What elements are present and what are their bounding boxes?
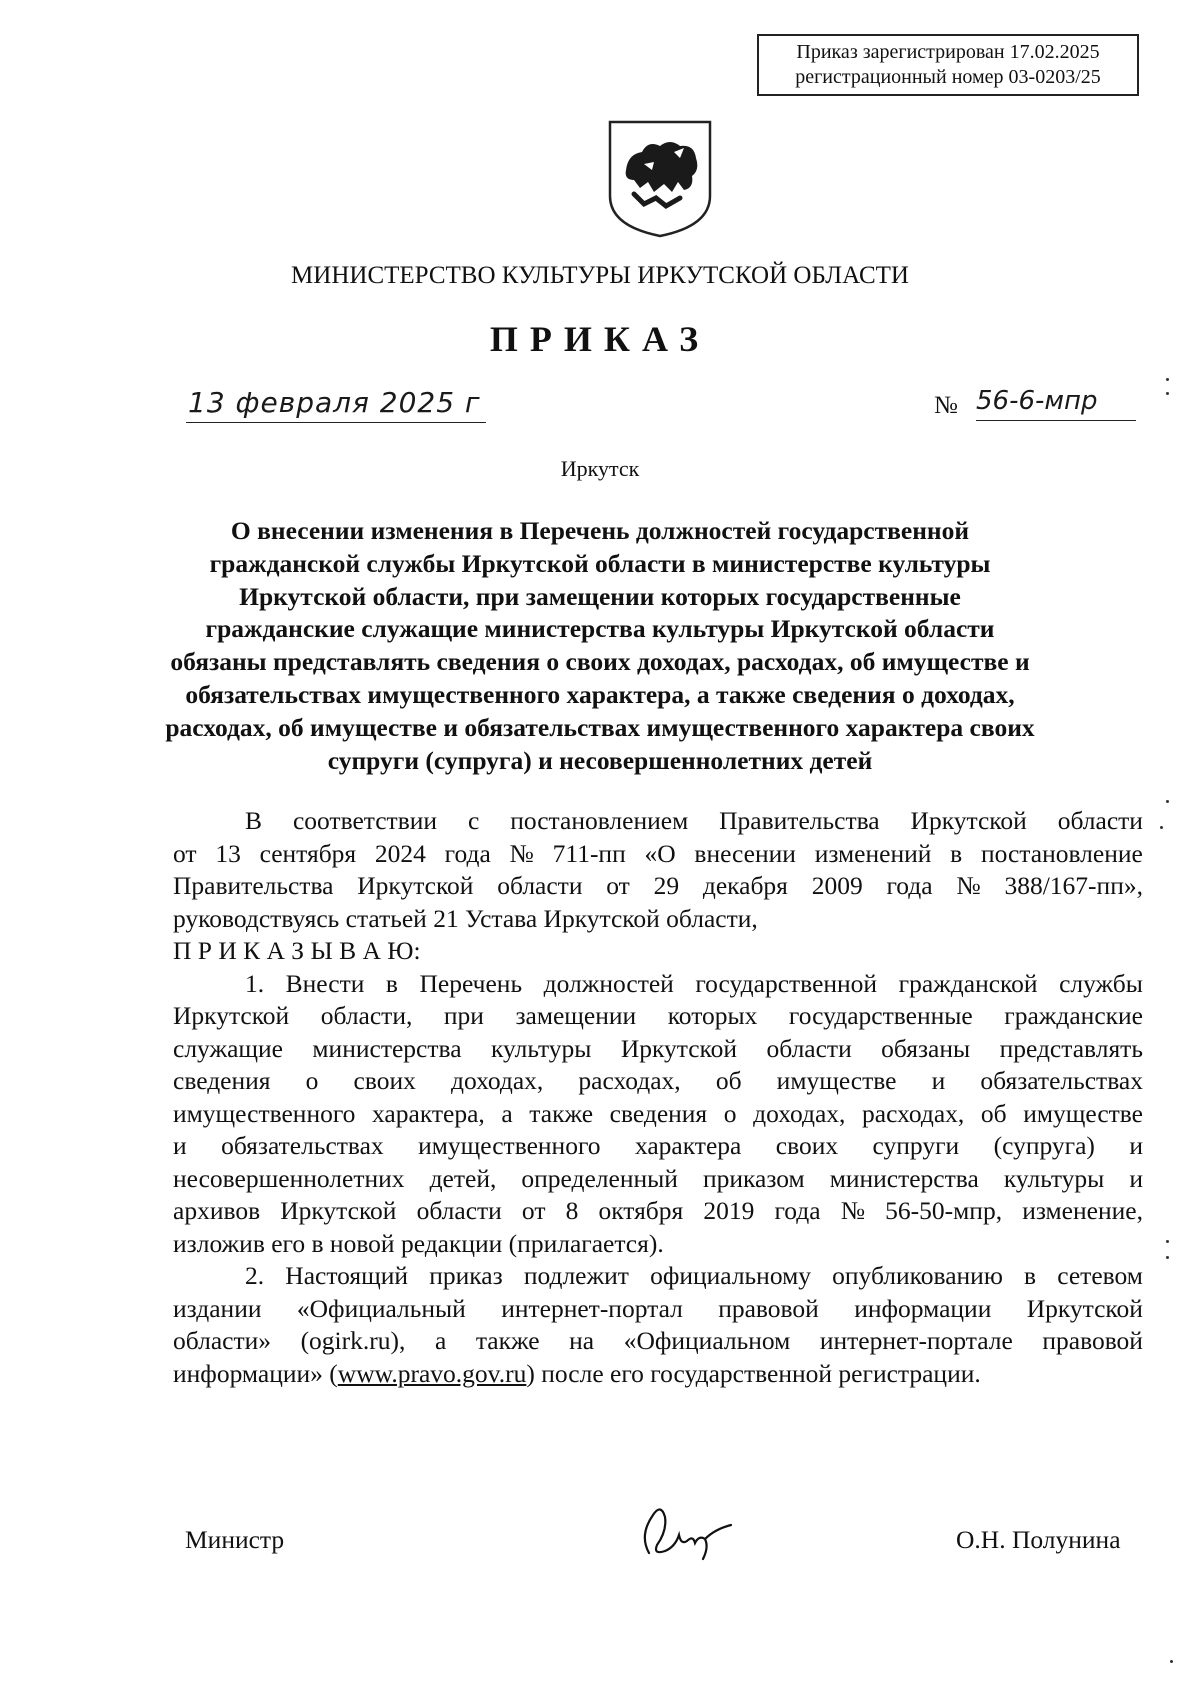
word: «О — [644, 838, 676, 868]
word: характера, — [372, 1098, 485, 1128]
word: и — [173, 1131, 187, 1160]
word: в — [950, 838, 963, 868]
coat-of-arms-emblem — [604, 118, 716, 240]
word: а — [501, 1098, 513, 1128]
word: гражданские — [1004, 1001, 1143, 1030]
word: несовершеннолетних — [173, 1163, 405, 1193]
word: а — [434, 1326, 447, 1355]
word: постановление — [980, 838, 1143, 868]
word: подлежит — [523, 1261, 629, 1290]
item-2-line — [173, 1325, 1143, 1358]
word: также — [475, 1326, 540, 1355]
word: сведения — [609, 1098, 708, 1128]
signatory-role: Министр — [185, 1525, 285, 1554]
preamble-line — [173, 805, 1143, 838]
word: В — [245, 806, 263, 835]
date-underline — [186, 422, 486, 423]
word: официальному — [650, 1261, 811, 1290]
word: государственные — [788, 1001, 973, 1030]
word: области» — [173, 1326, 271, 1355]
word: Иркутской — [357, 871, 474, 900]
word: Правительства — [719, 806, 880, 835]
word: от — [606, 871, 630, 900]
word: имущественного — [173, 1098, 356, 1128]
title-line: расходах, об имуществе и обязательствах имущественного характера своих — [165, 712, 1035, 742]
word: декабря — [702, 871, 788, 900]
item-2-line — [173, 1293, 1143, 1326]
word: правовой — [718, 1293, 819, 1323]
word: интернет-портале — [819, 1326, 1013, 1355]
registration-line-1: Приказ зарегистрирован 17.02.2025 — [796, 41, 1100, 63]
word: области — [766, 1033, 852, 1063]
item-1-line — [173, 1000, 1143, 1033]
word: области, — [320, 1001, 413, 1030]
word: 8 — [565, 1196, 579, 1225]
word: государственной — [695, 968, 878, 998]
word: Иркутской — [1026, 1293, 1143, 1323]
word: с — [467, 806, 480, 835]
handwritten-signature — [635, 1495, 745, 1565]
word: 2024 — [374, 838, 426, 868]
number-underline — [976, 420, 1136, 421]
title-line: обязательствах имущественного характера, а также сведения о доходах, — [185, 679, 1015, 709]
title-line: гражданской службы Иркутской области в министерстве культуры — [209, 548, 991, 578]
word: года — [774, 1196, 821, 1225]
word: «Официальный — [296, 1293, 466, 1323]
word: культуры — [490, 1033, 592, 1063]
word: Иркутской — [620, 1033, 738, 1063]
word: приказом — [702, 1163, 805, 1193]
word: министерства — [312, 1033, 462, 1063]
word: (супруга) — [993, 1131, 1095, 1160]
registration-stamp — [757, 34, 1139, 96]
item-1-line — [173, 1163, 1143, 1196]
word: (ogirk.ru), — [300, 1326, 406, 1355]
word: обязательствах — [221, 1131, 384, 1160]
word: о — [305, 1066, 319, 1095]
word: изменений — [814, 838, 932, 868]
word: имущественного — [418, 1131, 601, 1160]
word: соответствии — [292, 806, 438, 835]
word: имуществе — [776, 1066, 897, 1095]
word: № — [956, 871, 981, 900]
word: приказ — [429, 1261, 503, 1290]
word: доходах, — [450, 1066, 544, 1095]
word: 2. — [245, 1261, 265, 1290]
word: службы — [1059, 968, 1143, 998]
word: Иркутской — [173, 1001, 290, 1030]
word: своих — [775, 1131, 839, 1160]
word: постановлением — [510, 806, 689, 835]
word: и — [931, 1066, 946, 1095]
handwritten-number: 56-6-мпр — [976, 386, 1098, 416]
word: служащие — [173, 1033, 283, 1063]
registration-line-2: регистрационный номер 03-0203/25 — [795, 66, 1101, 88]
word: архивов — [173, 1196, 261, 1225]
word: Настоящий — [285, 1261, 409, 1290]
title-line: Иркутской области, при замещении которых государственные — [239, 581, 961, 611]
word: опубликованию — [832, 1261, 1003, 1290]
word: в — [385, 968, 398, 998]
handwritten-date: 13 февраля 2025 г — [188, 386, 481, 419]
word: доходах, — [753, 1098, 846, 1128]
word: 29 — [653, 871, 680, 900]
word: своих — [353, 1066, 416, 1095]
word: гражданской — [898, 968, 1038, 998]
word: обязательствах — [980, 1066, 1143, 1095]
item-1-line — [173, 1130, 1143, 1163]
item-1-line — [173, 1195, 1143, 1228]
item-1-line — [173, 968, 1143, 1001]
item-2-text: ) после его государственной регистрации. — [526, 1358, 981, 1388]
item-1-line — [173, 1098, 1143, 1131]
word: «Официальном — [623, 1326, 791, 1355]
scan-speck — [1166, 1256, 1169, 1259]
word: об — [980, 1098, 1007, 1128]
item-1-line — [173, 1033, 1143, 1066]
order-body — [173, 805, 1143, 1390]
word: области — [1057, 806, 1143, 835]
word: информации — [854, 1293, 992, 1323]
pravo-gov-link[interactable]: www.pravo.gov.ru — [337, 1358, 527, 1388]
word: и — [1129, 1163, 1143, 1193]
document-type-heading: ПРИКАЗ — [489, 319, 711, 359]
word: 388/167-пп», — [1004, 871, 1143, 900]
scan-speck — [1166, 1240, 1169, 1243]
order-title — [160, 515, 1040, 777]
word: представлять — [999, 1033, 1143, 1063]
word: от — [173, 838, 197, 868]
word: детей, — [429, 1163, 497, 1193]
word: имуществе — [1023, 1098, 1143, 1128]
scan-speck — [1166, 378, 1169, 381]
word: о — [723, 1098, 737, 1128]
title-line: обязаны представлять сведения о своих доходах, расходах, об имуществе и — [170, 647, 1030, 677]
title-line: О внесении изменения в Перечень должностей государственной — [230, 516, 970, 545]
word: супруги — [872, 1131, 960, 1160]
word: в — [1024, 1261, 1037, 1290]
word: на — [569, 1326, 595, 1355]
word: Внести — [285, 968, 365, 998]
word: 2009 — [811, 871, 863, 900]
word: 56-50-мпр, — [885, 1196, 1003, 1225]
title-line: гражданские служащие министерства культуры Иркутской области — [205, 614, 995, 644]
word: интернет-портал — [501, 1293, 683, 1323]
title-line: супруги (супруга) и несовершеннолетних детей — [327, 745, 873, 775]
word: 711-пп — [552, 838, 626, 868]
word: министерства — [829, 1163, 979, 1193]
word: при — [443, 1001, 484, 1030]
word: также — [529, 1098, 594, 1128]
word: определенный — [521, 1163, 678, 1193]
word: Правительства — [173, 871, 334, 900]
scan-speck — [1166, 800, 1169, 803]
word: правовой — [1042, 1326, 1143, 1355]
word: Перечень — [419, 968, 523, 998]
word: культуры — [1003, 1163, 1105, 1193]
scan-speck — [1160, 826, 1163, 829]
word: 1. — [245, 968, 265, 998]
word: № — [840, 1196, 866, 1225]
signatory-name: О.Н. Полунина — [956, 1525, 1121, 1554]
number-label: № — [934, 392, 958, 419]
word: об — [715, 1066, 742, 1095]
word: обязаны — [881, 1033, 971, 1063]
ministry-name: МИНИСТЕРСТВО КУЛЬТУРЫ ИРКУТСКОЙ ОБЛАСТИ — [291, 262, 909, 289]
word: года — [886, 871, 933, 900]
word: внесении — [694, 838, 796, 868]
word: области — [497, 871, 583, 900]
word: от — [521, 1196, 546, 1225]
scan-speck — [1170, 1660, 1173, 1663]
word: сведения — [173, 1066, 271, 1095]
word: 13 — [215, 838, 241, 868]
preamble-line: руководствуясь статьей 21 Устава Иркутской области, — [173, 903, 758, 933]
word: октября — [598, 1196, 684, 1225]
word: года — [444, 838, 491, 868]
order-word: П Р И К А З Ы В А Ю: — [173, 936, 421, 965]
word: расходах, — [578, 1066, 681, 1095]
preamble-line — [173, 870, 1143, 903]
item-2-line — [173, 1260, 1143, 1293]
word: которых — [667, 1001, 758, 1030]
word: изменение, — [1022, 1196, 1143, 1225]
item-1-line — [173, 1065, 1143, 1098]
word: № — [509, 838, 534, 868]
word: Иркутской — [280, 1196, 397, 1225]
preamble-line — [173, 838, 1143, 871]
word: замещении — [515, 1001, 637, 1030]
word: сентября — [259, 838, 357, 868]
word: области — [416, 1196, 502, 1225]
word: Иркутской — [910, 806, 1027, 835]
scan-speck — [1166, 392, 1169, 395]
word: характера — [634, 1131, 742, 1160]
item-2-line — [173, 1358, 1143, 1391]
item-1-line: изложив его в новой редакции (прилагается). — [173, 1228, 664, 1258]
word: издании — [173, 1293, 262, 1323]
word: сетевом — [1057, 1261, 1143, 1290]
word: должностей — [543, 968, 674, 998]
word: 2019 — [703, 1196, 755, 1225]
word: расходах, — [862, 1098, 965, 1128]
city-name: Иркутск — [560, 456, 640, 481]
item-2-text: информации» ( — [173, 1358, 338, 1388]
word: и — [1129, 1131, 1143, 1160]
